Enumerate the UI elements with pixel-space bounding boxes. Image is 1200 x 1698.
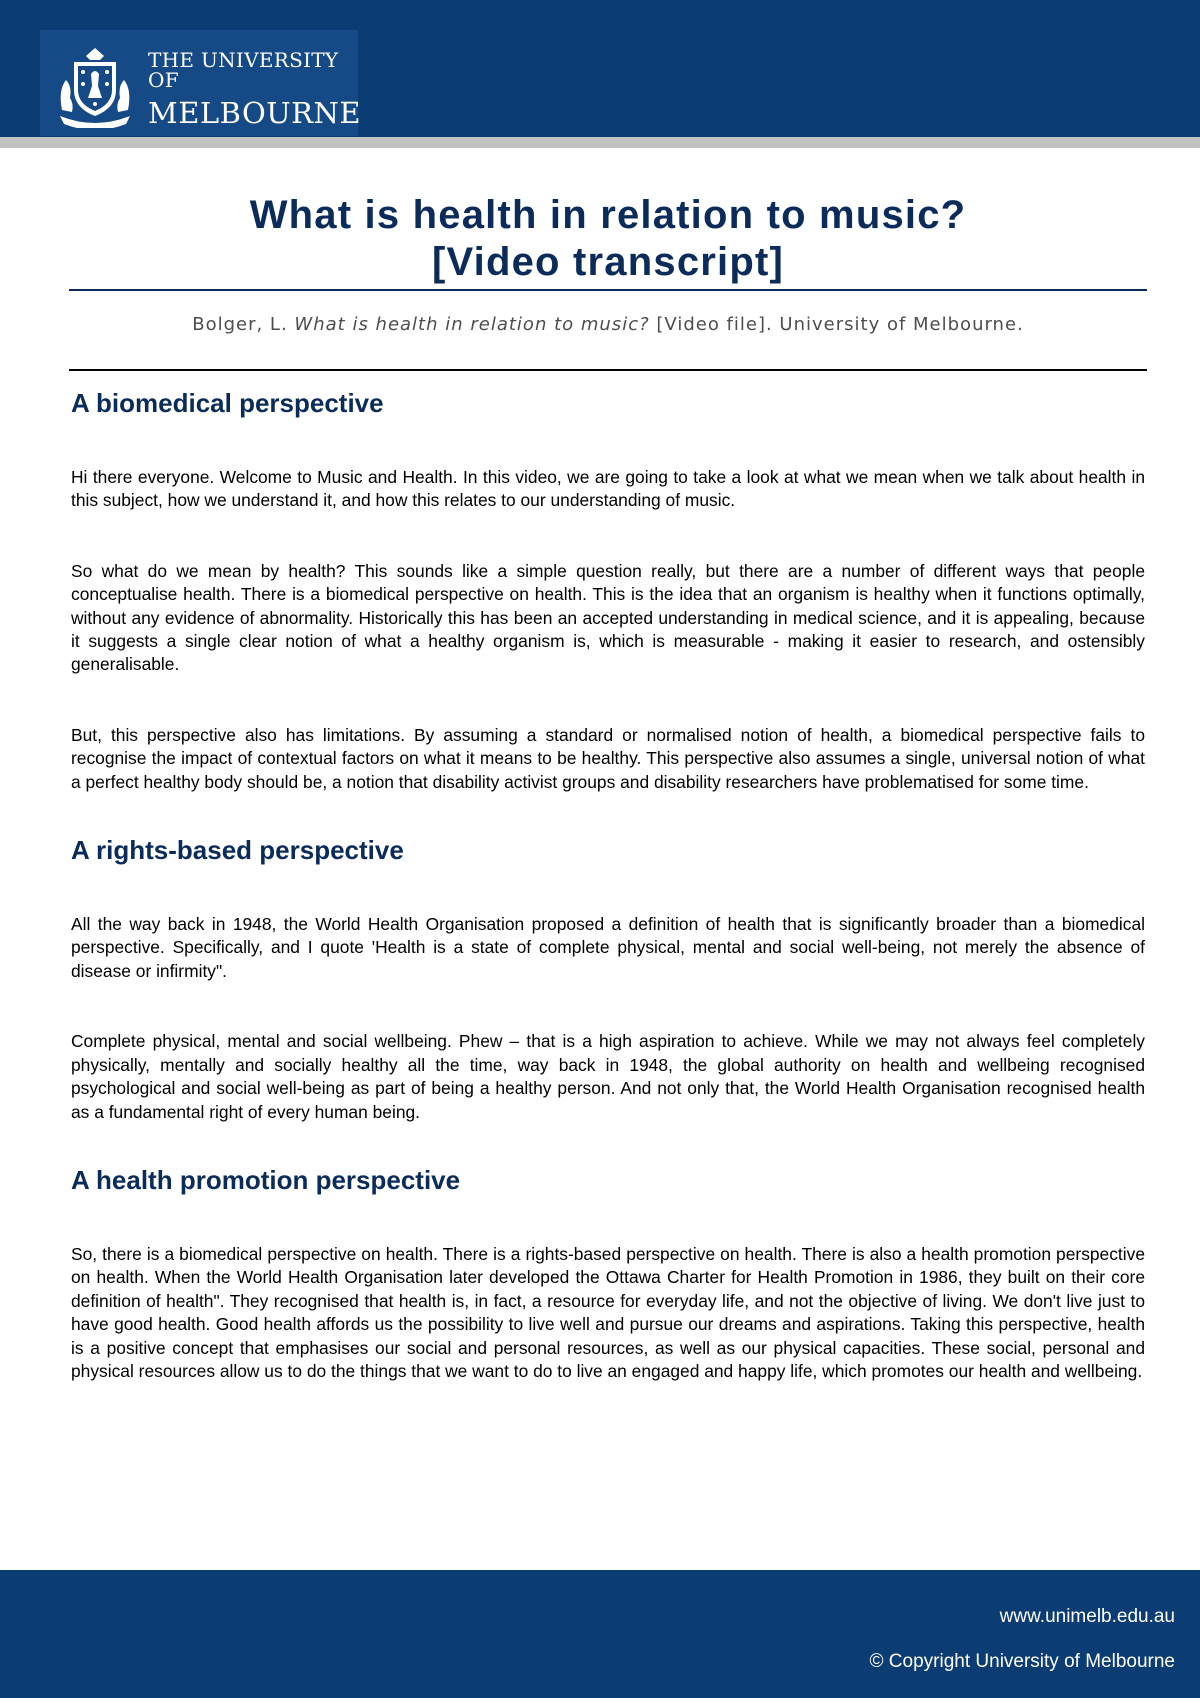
logo-wordmark	[148, 50, 361, 128]
paragraph: Hi there everyone. Welcome to Music and Health. In this video, we are going to take a look at what we mean when we talk about health in this subject, how we understand it, and how this relates to our understanding of music.	[71, 467, 1145, 511]
footer	[0, 1570, 1200, 1698]
citation-divider	[69, 369, 1147, 371]
logo-line-2: MELBOURNE	[148, 96, 362, 130]
paragraph: But, this perspective also has limitations. By assuming a standard or normalised notion of health, a biomedical perspective fails to recognise the impact of contextual factors on what it means to be healthy. This perspective also assumes a single, universal notion of what a perfect healthy body should be, a notion that disability activist groups and disability researchers have problematised for some time.	[71, 724, 1145, 792]
paragraph: Complete physical, mental and social wellbeing. Phew – that is a high aspiration to achieve. While we may not always feel completely physically, mentally and socially healthy all the time, way back in 1948, the global authority on health and wellbeing recognised psychological and social well-being as part of being a healthy person. And not only that, the World Health Organisation recognised health as a fundamental right of every human being.	[71, 1031, 1145, 1122]
title-line-1: What is health in relation to music?	[249, 193, 967, 237]
title-divider	[69, 289, 1147, 291]
university-logo[interactable]	[40, 30, 362, 136]
paragraph: So what do we mean by health? This sounds like a simple question really, but there are a number of different ways that people conceptualise health. There is a biomedical perspective on health. This is the idea that an organism is healthy when it functions optimally, without any evidence of abnormality. Historically this has been an accepted understanding in medical science, and it is appealing, because it suggests a single clear notion of what a healthy organism is, which is measurable - making it easier to research, and ostensibly generalisable.	[71, 560, 1145, 675]
citation-work-title: What is health in relation to music?	[294, 314, 650, 335]
logo-line-1: THE UNIVERSITY OF	[148, 48, 339, 92]
header-divider	[0, 137, 1200, 148]
paragraph: So, there is a biomedical perspective on health. There is a rights-based perspective on health. There is also a health promotion perspective on health. When the World Health Organisation later developed the Ottawa Charter for Health Promotion in 1986, they built on their core definition of health". They recognised that health is, in fact, a resource for everyday life, and not the objective of living. We don't live just to have good health. Good health affords us the possibility to live well and pursue our dreams and aspirations. Taking this perspective, health is a positive concept that emphasises our social and personal resources, as well as our physical capacities. These social, personal and physical resources allow us to do the things that we want to do to live an engaged and happy life, which promotes our health and wellbeing.	[71, 1243, 1145, 1381]
footer-copyright: © Copyright University of Melbourne	[869, 1651, 1175, 1672]
section-heading-health-promotion: A health promotion perspective	[71, 1164, 461, 1195]
title-line-2: [Video transcript]	[431, 240, 785, 284]
section-heading-biomedical: A biomedical perspective	[71, 388, 384, 418]
citation-author: Bolger, L.	[192, 314, 288, 335]
citation	[69, 314, 1147, 335]
transcript-body	[71, 386, 1145, 1383]
section-heading-rights-based: A rights-based perspective	[71, 835, 404, 866]
paragraph: All the way back in 1948, the World Health Organisation proposed a definition of health that is significantly broader than a biomedical perspective. Specifically, and I quote 'Health is a state of complete physical, mental and social well-being, not merely the absence of disease or infirmity".	[71, 914, 1145, 981]
footer-website-link[interactable]: www.unimelb.edu.au	[999, 1606, 1175, 1627]
university-crest-icon	[56, 46, 134, 128]
page-title	[69, 192, 1147, 286]
citation-source: [Video file]. University of Melbourne.	[656, 314, 1024, 335]
